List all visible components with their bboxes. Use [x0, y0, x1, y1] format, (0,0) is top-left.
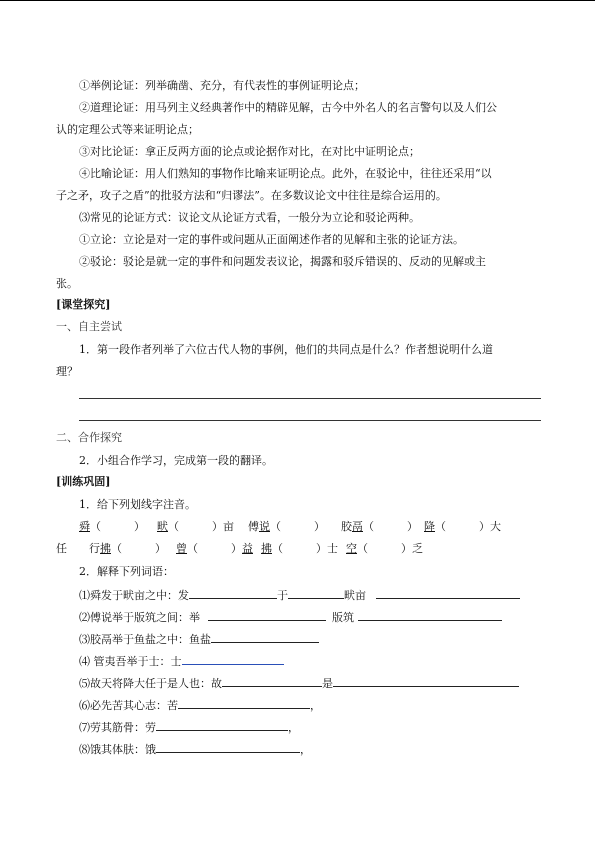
answer-blank[interactable] — [156, 719, 288, 731]
theory-line-4b: 子之矛，攻子之盾”的批驳方法和“归谬法”。在多数议论文中往往是综合运用的。 — [56, 189, 447, 202]
practice-q1: 1．给下列划线字注音。 — [79, 498, 196, 511]
define-item-1: ⑴舜发于畎亩之中：发 于 畎亩 — [79, 587, 520, 603]
theory-line-6: ①立论：立论是对一定的事件或问题从正面阐述作者的见解和主张的论证方法。 — [79, 233, 464, 246]
answer-line-2[interactable] — [79, 420, 541, 421]
define-item-3: ⑶胶鬲举于鱼盐之中：鱼盐 — [79, 631, 319, 647]
target-char: 鬲 — [352, 520, 363, 533]
theory-line-3: ③对比论证：拿正反两方面的论点或论据作对比，在对比中证明论点； — [79, 145, 420, 158]
define-item-4: ⑷ 管夷吾举于士：士 — [79, 653, 284, 669]
subheading-cooperate: 二、合作探究 — [56, 431, 122, 444]
question-1a: 1．第一段作者列举了六位古代人物的事例，他们的共同点是什么？作者想说明什么道 — [79, 343, 493, 356]
define-item-7: ⑺劳其筋骨：劳 ， — [79, 721, 299, 734]
pinyin-blank[interactable]: （ ） — [187, 542, 242, 555]
pinyin-blank[interactable]: （ ）亩 — [168, 520, 234, 533]
pinyin-blank[interactable]: （ ） — [270, 520, 325, 533]
answer-blank[interactable] — [156, 741, 300, 753]
define-item-2: ⑵傅说举于版筑之间：举 版筑 — [79, 609, 502, 625]
answer-blank[interactable] — [208, 609, 326, 621]
theory-line-2a: ②道理论证：用马列主义经典著作中的精辟见解，古今中外名人的名言警句以及人们公 — [79, 101, 497, 114]
question-1b: 理？ — [56, 365, 78, 378]
answer-blank[interactable] — [182, 653, 284, 665]
target-char: 拂 — [261, 542, 272, 555]
target-char: 畎 — [157, 520, 168, 533]
plain-char: 胶 — [341, 520, 352, 533]
subheading-self-try: 一、自主尝试 — [56, 320, 122, 333]
pinyin-blank[interactable]: （ ） — [90, 520, 145, 533]
define-item-8: ⑻饿其体肤：饿 ， — [79, 743, 311, 756]
answer-blank[interactable] — [288, 587, 344, 599]
target-char: 降 — [424, 520, 435, 533]
pinyin-blank[interactable]: （ ）大 — [435, 520, 501, 533]
practice-q2: 2．解释下列词语： — [79, 565, 174, 578]
answer-blank[interactable] — [189, 587, 277, 599]
target-char: 益 — [242, 542, 253, 555]
answer-blank[interactable] — [358, 609, 502, 621]
pinyin-blank[interactable]: （ ）士 — [272, 542, 338, 555]
target-char: 空 — [346, 542, 357, 555]
pinyin-blank[interactable]: （ ） — [363, 520, 418, 533]
pinyin-row-1 — [79, 520, 501, 534]
target-char: 曾 — [176, 542, 187, 555]
theory-line-7a: ②驳论：驳论是就一定的事件和问题发表议论，揭露和驳斥错误的、反动的见解或主 — [79, 255, 486, 268]
section-heading-practice: [训练巩固] — [56, 475, 111, 488]
theory-line-2b: 认的定理公式等来证明论点； — [56, 123, 199, 136]
target-char: 舜 — [79, 520, 90, 533]
target-char: 说 — [259, 520, 270, 533]
answer-blank[interactable] — [178, 697, 310, 709]
section-heading-explore: [课堂探究] — [56, 298, 111, 311]
answer-line-1[interactable] — [79, 398, 541, 399]
answer-blank[interactable] — [376, 587, 520, 599]
target-char: 拂 — [100, 542, 111, 555]
pinyin-row-2 — [56, 542, 423, 556]
plain-text: 任 行 — [56, 542, 100, 555]
header-rule — [0, 0, 595, 1]
theory-line-4a: ④比喻论证：用人们熟知的事物作比喻来证明论点。此外，在驳论中，往往还采用“以 — [79, 167, 492, 180]
question-2: 2．小组合作学习，完成第一段的翻译。 — [79, 454, 273, 467]
answer-blank[interactable] — [211, 631, 319, 643]
define-item-5: ⑸故天将降大任于是人也：故 是 — [79, 675, 519, 691]
theory-line-5: ⑶常见的论证方式：议论文从论证方式看，一般分为立论和驳论两种。 — [79, 211, 420, 224]
pinyin-blank[interactable]: （ ）乏 — [357, 542, 423, 555]
pinyin-blank[interactable]: （ ） — [111, 542, 166, 555]
theory-line-7b: 张。 — [56, 277, 78, 290]
define-item-6: ⑹必先苦其心志：苦 ， — [79, 699, 321, 712]
plain-char: 傅 — [248, 520, 259, 533]
answer-blank[interactable] — [333, 675, 519, 687]
answer-blank[interactable] — [222, 675, 322, 687]
theory-line-1: ①举例论证：列举确凿、充分，有代表性的事例证明论点； — [79, 79, 365, 92]
